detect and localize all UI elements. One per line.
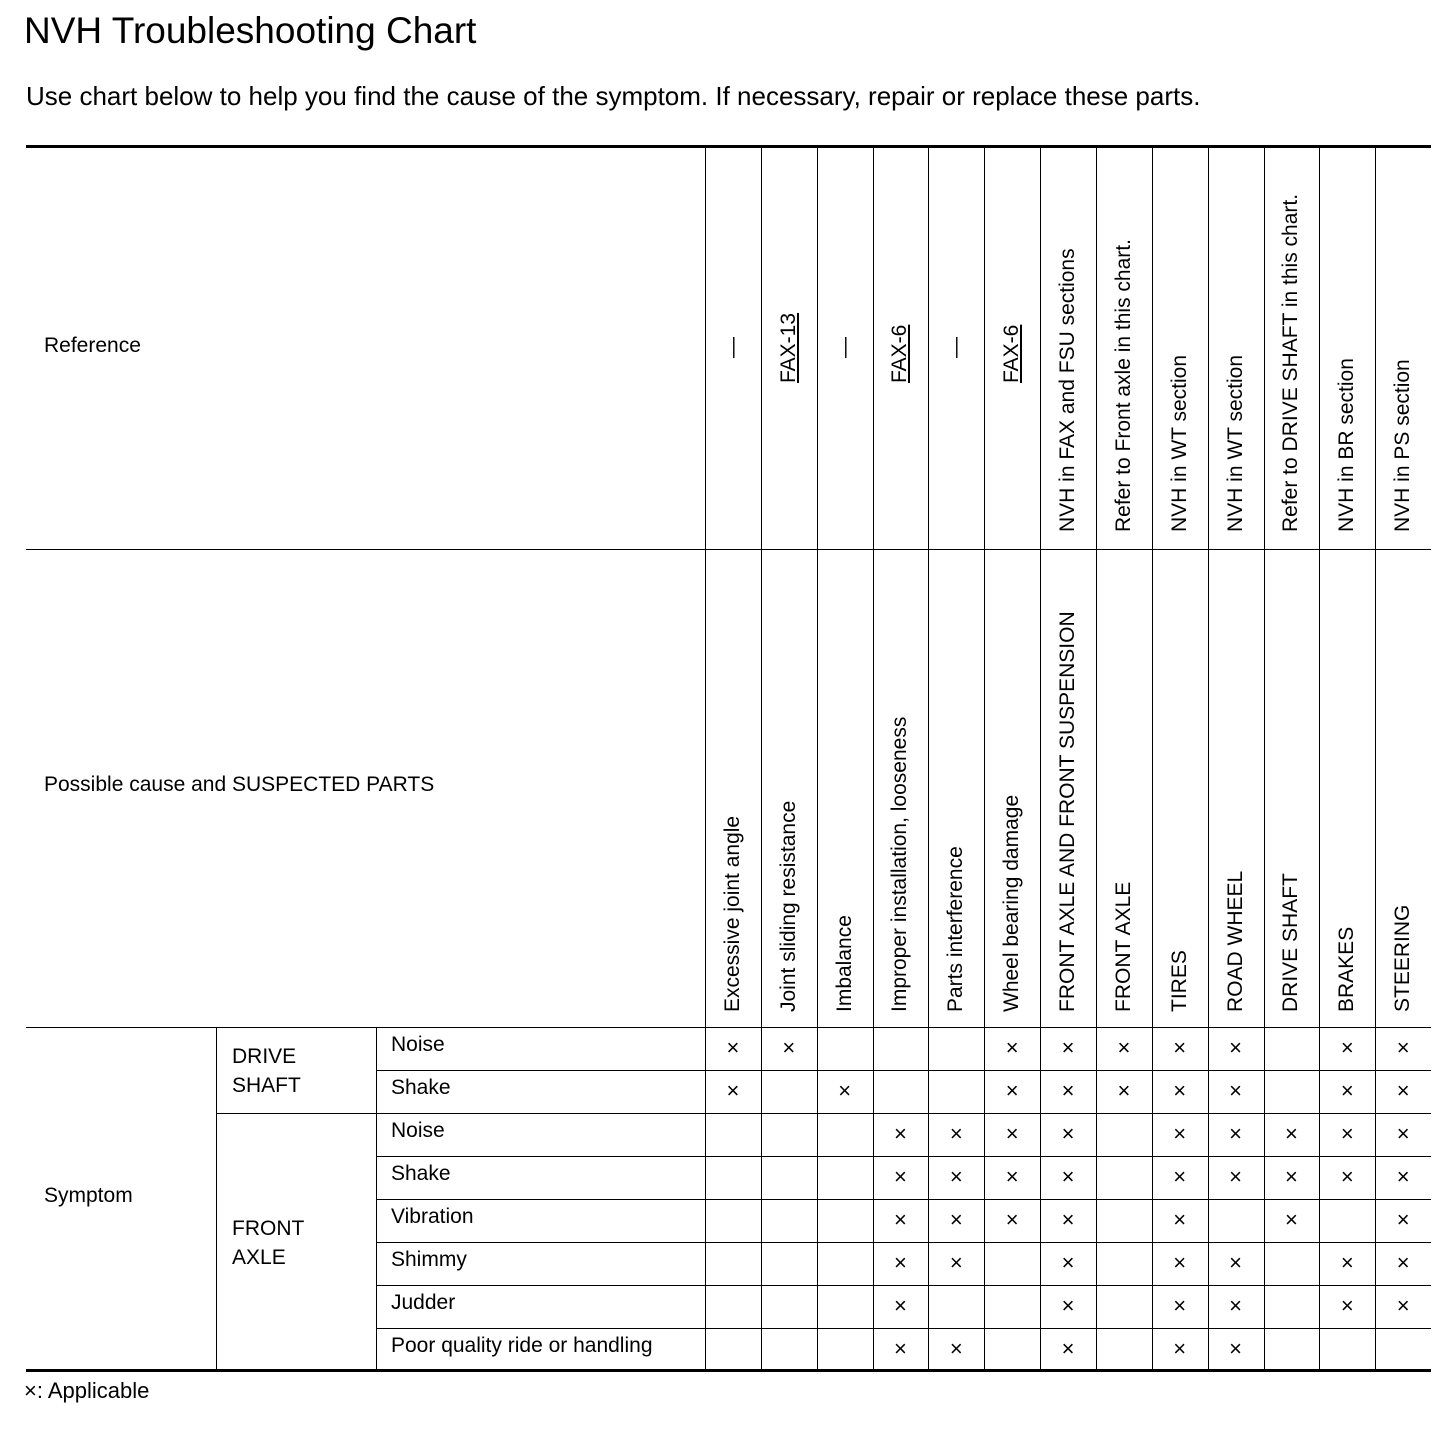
reference-cell-4[interactable]: FAX-6: [888, 324, 912, 383]
applicable-mark: ×: [1005, 1121, 1019, 1146]
grid-line: [376, 1070, 1431, 1071]
applicable-mark: ×: [1005, 1207, 1019, 1232]
symptom-group-label: FRONT AXLE: [232, 1217, 305, 1269]
applicable-mark: ×: [1396, 1121, 1410, 1146]
possible-cause-label: Possible cause and SUSPECTED PARTS: [44, 773, 435, 796]
applicable-mark: ×: [1229, 1078, 1242, 1103]
applicable-mark: ×: [1061, 1293, 1075, 1318]
grid-line: [873, 146, 874, 1370]
grid-line: [26, 549, 1431, 550]
applicable-mark: ×: [1229, 1035, 1242, 1060]
reference-label: Reference: [44, 334, 141, 357]
page-subtitle: Use chart below to help you find the cause of the symptom. If necessary, repair or replace these parts.: [26, 81, 1201, 111]
applicable-mark: ×: [1229, 1121, 1242, 1146]
suspected-part-6: Wheel bearing damage: [1000, 794, 1024, 1012]
applicable-mark: ×: [1061, 1121, 1075, 1146]
applicable-mark: ×: [1229, 1336, 1242, 1361]
applicable-mark: ×: [949, 1250, 963, 1275]
reference-cell-3: —: [832, 337, 856, 358]
grid-line: [928, 146, 929, 1370]
applicable-mark: ×: [1396, 1164, 1410, 1189]
applicable-mark: ×: [1229, 1293, 1242, 1318]
applicable-mark: ×: [1284, 1164, 1298, 1189]
page-title: NVH Troubleshooting Chart: [24, 10, 477, 51]
grid-line: [1319, 146, 1320, 1370]
symptom-row-label: Shake: [391, 1162, 451, 1185]
symptom-row-label: Shake: [391, 1076, 451, 1099]
applicable-mark: ×: [1173, 1250, 1187, 1275]
grid-line: [376, 1328, 1431, 1329]
symptom-group-label: DRIVE SHAFT: [232, 1045, 301, 1097]
applicable-mark: ×: [894, 1336, 907, 1361]
grid-line: [817, 146, 818, 1370]
applicable-mark: ×: [949, 1207, 963, 1232]
applicable-mark: ×: [1340, 1293, 1354, 1318]
applicable-mark: ×: [1173, 1121, 1187, 1146]
applicable-mark: ×: [1061, 1035, 1075, 1060]
grid-line: [26, 1369, 1431, 1372]
reference-cell-1: —: [720, 337, 744, 358]
applicable-mark: ×: [1061, 1207, 1075, 1232]
grid-line: [216, 1027, 217, 1370]
symptom-row-label: Poor quality ride or handling: [391, 1334, 653, 1357]
grid-line: [1152, 146, 1153, 1370]
grid-line: [376, 1242, 1431, 1243]
grid-line: [1096, 146, 1097, 1370]
applicable-mark: ×: [894, 1250, 907, 1275]
suspected-part-3: Imbalance: [832, 915, 856, 1012]
applicable-mark: ×: [1005, 1078, 1019, 1103]
applicable-mark: ×: [1173, 1336, 1187, 1361]
applicable-mark: ×: [1061, 1078, 1075, 1103]
grid-line: [1208, 146, 1209, 1370]
grid-line: [376, 1027, 377, 1370]
reference-cell-10: NVH in WT section: [1223, 355, 1247, 532]
applicable-mark: ×: [1173, 1293, 1187, 1318]
suspected-part-5: Parts interference: [944, 846, 968, 1012]
suspected-part-10: ROAD WHEEL: [1223, 870, 1247, 1012]
reference-cell-11: Refer to DRIVE SHAFT in this chart.: [1279, 193, 1303, 532]
applicable-mark: ×: [1340, 1250, 1354, 1275]
applicable-mark: ×: [1396, 1035, 1410, 1060]
applicable-mark: ×: [726, 1078, 740, 1103]
grid-line: [26, 1027, 1431, 1028]
applicable-mark: ×: [1229, 1164, 1242, 1189]
applicable-mark: ×: [1340, 1121, 1354, 1146]
applicable-mark: ×: [949, 1336, 963, 1361]
grid-line: [1040, 146, 1041, 1370]
applicable-mark: ×: [782, 1035, 796, 1060]
symptom-row-label: Noise: [391, 1033, 445, 1056]
symptom-label: Symptom: [44, 1184, 133, 1207]
reference-cell-13: NVH in PS section: [1391, 359, 1415, 532]
reference-cell-7: NVH in FAX and FSU sections: [1056, 248, 1080, 532]
grid-line: [984, 146, 985, 1370]
grid-line: [761, 146, 762, 1370]
suspected-part-2: Joint sliding resistance: [776, 800, 800, 1012]
applicable-mark: ×: [894, 1164, 907, 1189]
applicable-mark: ×: [1005, 1035, 1019, 1060]
applicable-mark: ×: [1229, 1250, 1242, 1275]
applicable-mark: ×: [726, 1035, 740, 1060]
applicable-mark: ×: [1117, 1035, 1131, 1060]
applicable-mark: ×: [894, 1207, 907, 1232]
applicable-mark: ×: [1117, 1078, 1131, 1103]
applicable-mark: ×: [1061, 1250, 1075, 1275]
applicable-mark: ×: [1396, 1078, 1410, 1103]
applicable-mark: ×: [1396, 1293, 1410, 1318]
applicable-mark: ×: [1284, 1121, 1298, 1146]
applicable-mark: ×: [1340, 1035, 1354, 1060]
symptom-row-label: Vibration: [391, 1205, 474, 1228]
reference-cell-12: NVH in BR section: [1335, 358, 1359, 532]
reference-cell-2[interactable]: FAX-13: [776, 312, 800, 383]
applicable-mark: ×: [949, 1164, 963, 1189]
applicable-mark: ×: [894, 1293, 907, 1318]
grid-line: [1264, 146, 1265, 1370]
applicable-mark: ×: [1340, 1164, 1354, 1189]
applicable-mark: ×: [1173, 1035, 1187, 1060]
grid-line: [376, 1285, 1431, 1286]
suspected-part-4: Improper installation, looseness: [888, 716, 912, 1012]
applicable-mark: ×: [1284, 1207, 1298, 1232]
grid-line: [705, 146, 706, 1370]
grid-line: [1375, 146, 1376, 1370]
applicable-mark: ×: [949, 1121, 963, 1146]
suspected-part-7: FRONT AXLE AND FRONT SUSPENSION: [1056, 611, 1080, 1012]
applicable-mark: ×: [1061, 1336, 1075, 1361]
applicable-mark: ×: [1173, 1078, 1187, 1103]
grid-line: [216, 1113, 1431, 1114]
applicable-mark: ×: [1340, 1078, 1354, 1103]
reference-cell-8: Refer to Front axle in this chart.: [1111, 239, 1135, 532]
symptom-row-label: Judder: [391, 1291, 456, 1314]
applicable-mark: ×: [894, 1121, 907, 1146]
symptom-row-label: Shimmy: [391, 1248, 467, 1271]
suspected-part-12: BRAKES: [1335, 926, 1359, 1012]
applicable-mark: ×: [838, 1078, 852, 1103]
suspected-part-8: FRONT AXLE: [1111, 881, 1135, 1012]
suspected-part-11: DRIVE SHAFT: [1279, 873, 1303, 1012]
applicable-mark: ×: [1396, 1207, 1410, 1232]
applicable-mark: ×: [1005, 1164, 1019, 1189]
applicable-mark: ×: [1396, 1250, 1410, 1275]
suspected-part-1: Excessive joint angle: [720, 815, 744, 1012]
grid-line: [376, 1156, 1431, 1157]
applicable-mark: ×: [1173, 1207, 1187, 1232]
suspected-part-13: STEERING: [1391, 904, 1415, 1012]
legend-applicable: ×: Applicable: [24, 1378, 150, 1403]
reference-cell-9: NVH in WT section: [1167, 355, 1191, 532]
reference-cell-6[interactable]: FAX-6: [1000, 324, 1024, 383]
grid-line: [26, 145, 1431, 148]
applicable-mark: ×: [1061, 1164, 1075, 1189]
suspected-part-9: TIRES: [1167, 950, 1191, 1012]
symptom-row-label: Noise: [391, 1119, 445, 1142]
applicable-mark: ×: [1173, 1164, 1187, 1189]
grid-line: [376, 1199, 1431, 1200]
reference-cell-5: —: [944, 337, 968, 358]
